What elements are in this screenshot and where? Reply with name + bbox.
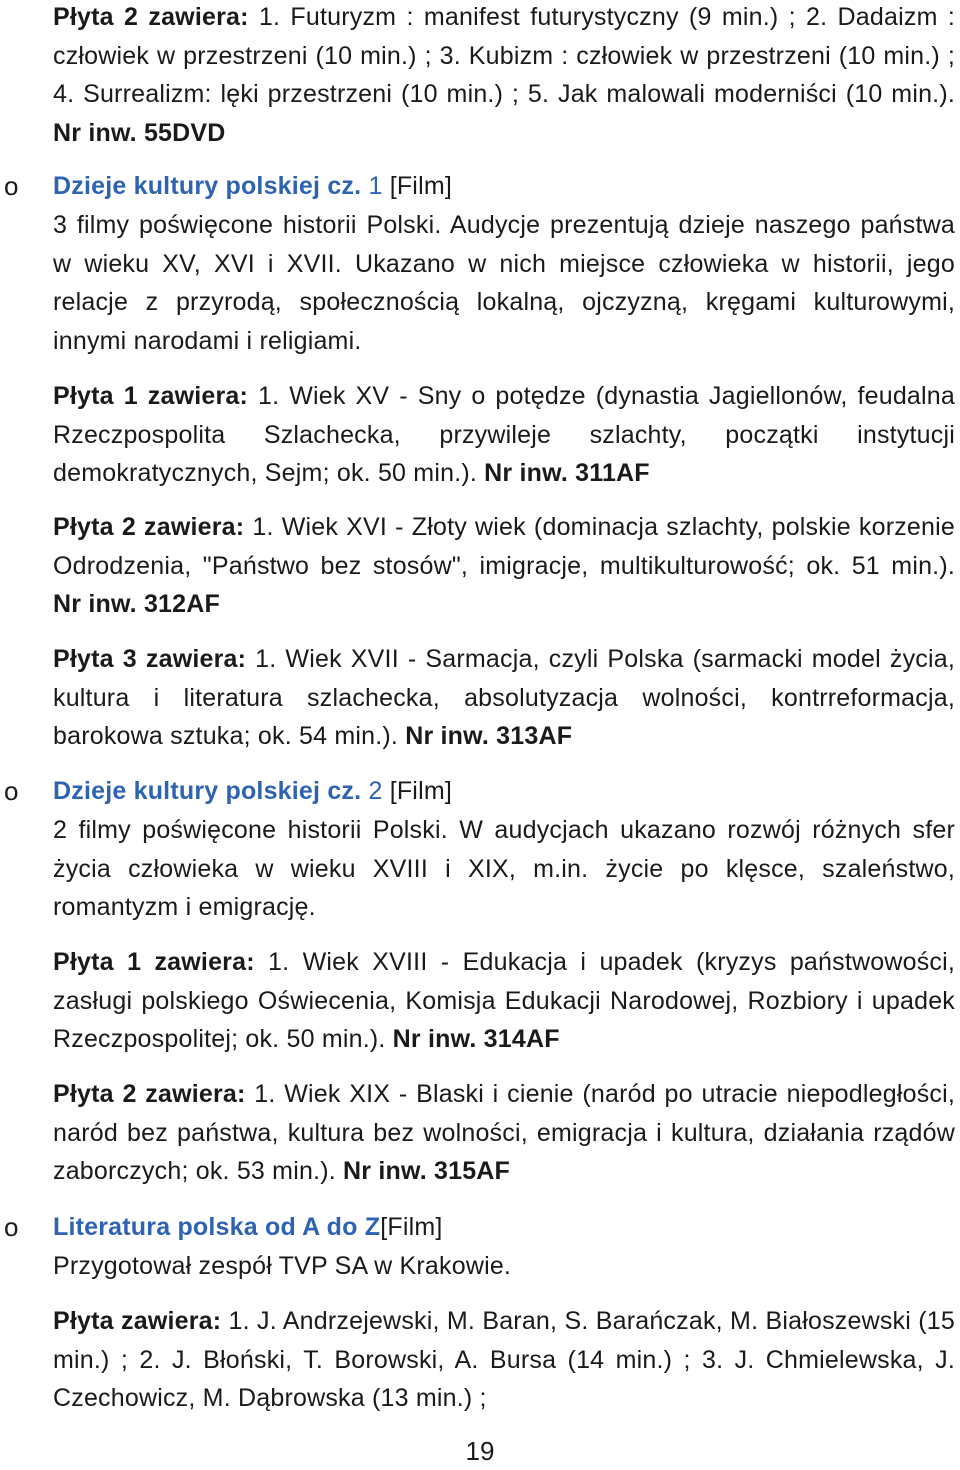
- disc-contents: 1. Futuryzm : manifest futurystyczny (9 min.) ; 2. Dadaizm : człowiek w przestrzeni (10 min.) ; 3. Kubizm : człowiek w przestrzeni (10 min.) ; 4. Surrealizm: lęki przestrzeni (10 min.) ; 5. Jak malowali moderniści (10 min.).: [53, 3, 955, 109]
- disc-contents: 1. Wiek XVI - Złoty wiek (dominacja szlachty, polskie korzenie Odrodzenia, "Państwo bez stosów", imigracje, multikulturowość; ok. 51 min.).: [53, 513, 955, 580]
- item-part-number: 2: [368, 777, 383, 805]
- item-1-heading: [53, 167, 955, 206]
- inventory-number: Nr inw. 314AF: [392, 1025, 560, 1054]
- item-2-description: 2 filmy poświęcone historii Polski. W audycjach ukazano rozwój różnych sfer życia człowieka w wieku XVIII i XIX, m.in. życie po klęsce, szaleństwo, romantyzm i emigrację.: [53, 816, 955, 922]
- disc-label: Płyta 2 zawiera:: [53, 1080, 246, 1108]
- item-1-disc-1: [53, 377, 955, 493]
- disc-label: Płyta 1 zawiera:: [53, 382, 249, 410]
- inventory-number: Nr inw. 312AF: [53, 590, 220, 619]
- disc-label: Płyta 2 zawiera:: [53, 513, 245, 541]
- inventory-number: Nr inw. 311AF: [484, 459, 650, 488]
- bullet-marker: o: [4, 1212, 19, 1242]
- item-title: Literatura polska od A do Z: [53, 1213, 381, 1241]
- disc-contents: 1. Wiek XVIII - Edukacja i upadek (kryzys państwowości, zasługi polskiego Oświecenia, Komisja Edukacji Narodowej, Rozbiory i upadek Rzeczpospolitej; ok. 50 min.).: [53, 948, 956, 1054]
- item-format: [Film]: [380, 1213, 443, 1241]
- item-format: [Film]: [382, 172, 452, 200]
- inventory-number: Nr inw. 313AF: [405, 722, 573, 751]
- item-title: Dzieje kultury polskiej cz.: [53, 777, 369, 805]
- item-2-disc-2: [53, 1075, 955, 1191]
- item-2-disc-1: [53, 943, 955, 1059]
- item-3-heading: [53, 1208, 955, 1247]
- disc-label: Płyta 2 zawiera:: [53, 3, 249, 31]
- item-part-number: 1: [368, 172, 383, 200]
- disc-contents: 1. Wiek XV - Sny o potędze (dynastia Jagiellonów, feudalna Rzeczpospolita Szlachecka, przywileje szlachty, początki instytucji demokratycznych, Sejm; ok. 50 min.).: [53, 382, 955, 488]
- item-3-disc-1: [53, 1302, 955, 1418]
- disc-label: Płyta zawiera:: [53, 1307, 222, 1335]
- item-2-heading: [53, 772, 955, 811]
- item-1-disc-2: [53, 508, 955, 624]
- item-3-description: Przygotował zespół TVP SA w Krakowie.: [53, 1252, 512, 1280]
- disc-label: Płyta 3 zawiera:: [53, 645, 247, 673]
- disc-contents: 1. Wiek XVII - Sarmacja, czyli Polska (sarmacki model życia, kultura i literatura szlachecka, absolutyzacja wolności, kontrreformacja, barokowa sztuka; ok. 54 min.).: [53, 645, 955, 751]
- item-1-disc-3: [53, 640, 955, 756]
- page-number: 19: [465, 1436, 495, 1466]
- inventory-number: Nr inw. 55DVD: [53, 118, 226, 147]
- item-title: Dzieje kultury polskiej cz.: [53, 172, 369, 200]
- disc-contents: 1. J. Andrzejewski, M. Baran, S. Barańczak, M. Białoszewski (15 min.) ; 2. J. Błoński, T. Borowski, A. Bursa (14 min.) ; 3. J. Chmielewska, J. Czechowicz, M. Dąbrowska (13 min.) ;: [53, 1307, 955, 1413]
- inventory-number: Nr inw. 315AF: [343, 1157, 511, 1186]
- top-disc-entry: [53, 0, 955, 152]
- bullet-marker: o: [4, 171, 19, 201]
- item-1-description: 3 filmy poświęcone historii Polski. Audycje prezentują dzieje naszego państwa w wieku XV, XVI i XVII. Ukazano w nich miejsce człowieka w historii, jego relacje z przyrodą, społecznością lokalną, ojczyzną, kręgami kulturowymi, innymi narodami i religiami.: [53, 211, 955, 355]
- item-format: [Film]: [382, 777, 452, 805]
- bullet-marker: o: [4, 776, 19, 806]
- disc-label: Płyta 1 zawiera:: [53, 948, 255, 976]
- disc-contents: 1. Wiek XIX - Blaski i cienie (naród po utracie niepodległości, naród bez państwa, kultura bez wolności, emigracja i kultura, działania rządów zaborczych; ok. 53 min.).: [53, 1080, 955, 1186]
